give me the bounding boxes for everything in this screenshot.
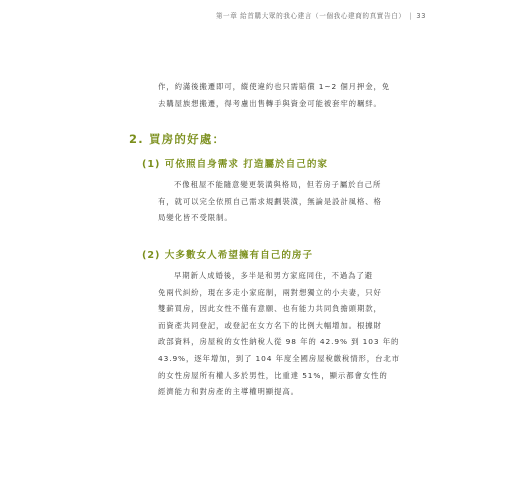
paragraph-line: 早期新人成婚後，多半是和男方家庭同住，不過為了避 (174, 271, 373, 280)
chapter-title: 第一章 給首購大眾的我心建言（一個我心建商的真實告白） (215, 12, 406, 20)
paragraph-line: 免兩代糾紛，現在多走小家庭制，兩對想獨立的小夫妻，只好 (158, 287, 382, 297)
subsection-heading-2: (2) 大多數女人希望擁有自己的房子 (142, 250, 314, 261)
running-header (216, 10, 426, 20)
paragraph-line: 不像租屋不能隨意變更裝潢與格局，但若房子屬於自己所 (174, 180, 382, 189)
subsection-2-paragraph (158, 268, 398, 401)
paragraph-line: 43.9%，逐年增加，到了 104 年度全國房屋稅繳稅情形，台北市 (158, 353, 400, 363)
paragraph-line: 而資產共同登記，或登記在女方名下的比例大幅增加。根據財 (158, 320, 382, 330)
header-separator: | (409, 12, 413, 20)
paragraph-line: 作，約滿後搬遷即可，縱使違約也只需賠償 1~2 個月押金，免 (158, 82, 391, 91)
paragraph-line: 雙薪買房，因此女性不僅有意願、也有能力共同負擔頭期款， (158, 304, 382, 314)
paragraph-line: 局變化皆不受限制。 (158, 213, 233, 223)
subsection-heading-1: (1) 可依照自身需求 打造屬於自己的家 (142, 159, 329, 170)
paragraph-line: 政部資料，房屋稅的女性納稅人從 98 年的 42.9% 到 103 年的 (158, 337, 400, 347)
section-heading: 2. 買房的好處： (129, 132, 226, 146)
paragraph-line: 經濟能力和對房產的主導權明顯提高。 (158, 387, 299, 397)
paragraph-line: 去購屋族想搬遷，得考慮出售轉手與資金可能被套牢的羈絆。 (158, 98, 382, 108)
intro-paragraph (158, 79, 398, 112)
page-number: 33 (416, 12, 426, 20)
paragraph-line: 有，就可以完全依照自己需求規劃裝潢，無論是設計風格、格 (158, 196, 382, 206)
paragraph-line: 的女性房屋所有權人多於男性，比重達 51%，顯示都會女性的 (158, 370, 388, 380)
subsection-1-paragraph (158, 177, 398, 227)
